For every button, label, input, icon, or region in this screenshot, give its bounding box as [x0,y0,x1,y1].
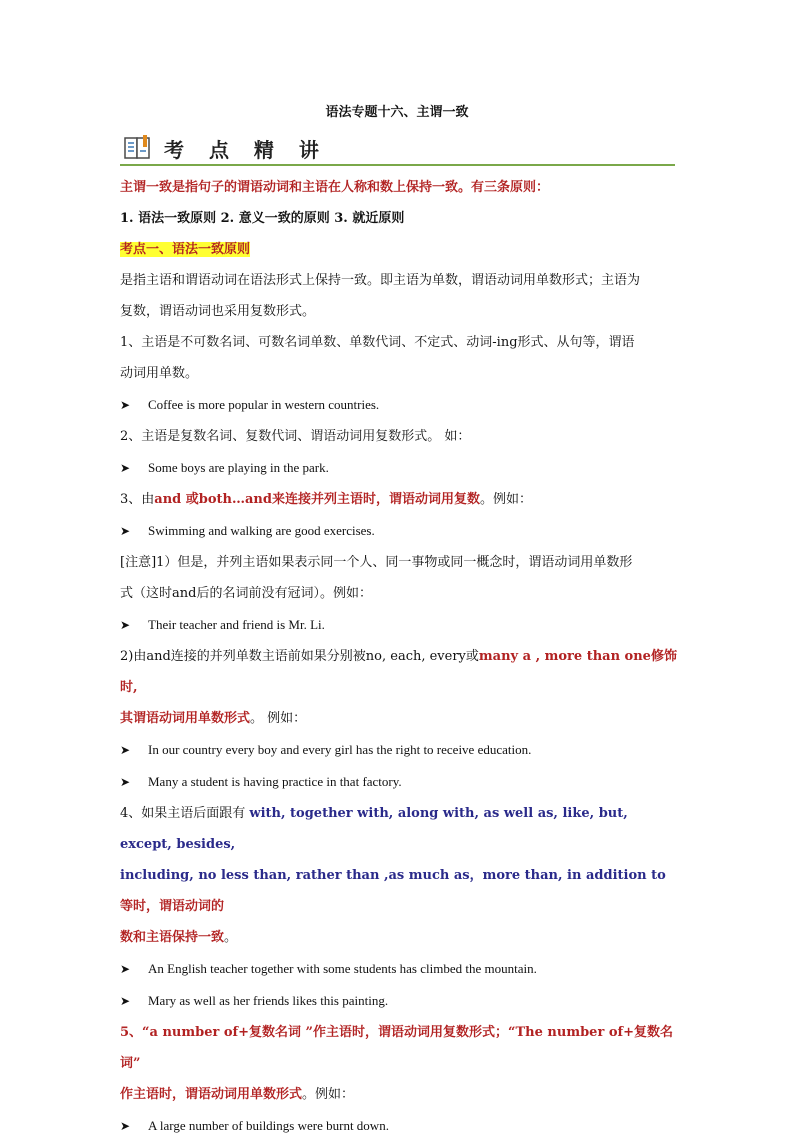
rule3-highlight: and 或both…and来连接并列主语时，谓语动词用复数 [154,492,480,507]
book-icon [124,135,152,161]
section-heading: 考 点 精 讲 [164,138,328,162]
example-text: Many a student is having practice in that factory. [148,774,402,789]
rule5-b-suffix: 。例如： [302,1087,355,1102]
rule4-b-highlight: 等时，谓语动词的 [120,899,225,914]
bullet-arrow-icon: ➤ [120,618,131,632]
content-body [120,172,678,1142]
rule1-a: 1、主语是不可数名词、可数名词单数、单数代词、不定式、动词-ing形式、从句等，谓语 [120,335,635,350]
rule4-a [120,798,678,860]
rule4-list-a: with, together with, along with, as well as, like, but, except, besides, [120,806,628,852]
intro-text: 主谓一致是指句子的谓语动词和主语在人称和数上保持一致。有三条原则： [120,180,550,195]
principles-line: 1. 语法一致原则 2. 意义一致的原则 3. 就近原则 [120,211,405,226]
example-text: Their teacher and friend is Mr. Li. [148,617,325,632]
note2-b-suffix: 。 例如： [250,711,307,726]
bullet-arrow-icon: ➤ [120,775,131,789]
rule4-list-b: including, no less than, rather than ,as much as，more than, in addition to [120,868,666,883]
example-3 [120,515,678,547]
bullet-arrow-icon: ➤ [120,962,131,976]
example-8 [120,985,678,1017]
note2-b [120,703,678,734]
rule3 [120,484,678,515]
bullet-arrow-icon: ➤ [120,461,131,475]
point1-heading: 考点一、语法一致原则 [120,242,251,257]
rule3-suffix: 。例如： [479,492,532,507]
note2-b-highlight: 其谓语动词用单数形式 [120,711,251,726]
example-text: An English teacher together with some students has climbed the mountain. [148,961,537,976]
page-title: 语法专题十六、主谓一致 [325,105,469,120]
bullet-arrow-icon: ➤ [120,743,131,757]
rule4-b [120,860,678,922]
point1-heading-line [120,234,678,265]
note2-a [120,641,678,703]
example-6 [120,766,678,798]
example-4 [120,609,678,641]
rule4-c [120,922,678,953]
point1-desc-b: 复数，谓语动词也采用复数形式。 [120,304,316,319]
example-text: In our country every boy and every girl has the right to receive education. [148,742,532,757]
rule4-c-suffix: 。 [224,930,238,945]
note1-b: 式（这时and后的名词前没有冠词）。例如： [120,586,372,601]
rule1-b: 动词用单数。 [120,366,199,381]
example-5 [120,734,678,766]
note1-a: [注意]1）但是，并列主语如果表示同一个人、同一事物或同一概念时，谓语动词用单数形 [120,555,633,570]
note2-highlight: many a , more than one修饰时, [120,649,677,695]
example-text: Some boys are playing in the park. [148,460,329,475]
bullet-arrow-icon: ➤ [120,524,131,538]
section-heading-bar [120,134,675,166]
example-text: Swimming and walking are good exercises. [148,523,375,538]
rule4-c-highlight: 数和主语保持一致 [120,930,225,945]
example-7 [120,953,678,985]
example-text: Mary as well as her friends likes this painting. [148,993,389,1008]
bullet-arrow-icon: ➤ [120,398,131,412]
bullet-arrow-icon: ➤ [120,1119,131,1133]
rule5-b-highlight: 作主语时，谓语动词用单数形式 [120,1087,303,1102]
rule2: 2、主语是复数名词、复数代词、谓语动词用复数形式。 如： [120,429,471,444]
example-9 [120,1110,678,1142]
note2-prefix: 2)由and连接的并列单数主语前如果分别被no, each, every或 [120,649,479,664]
rule5-b [120,1079,678,1110]
bullet-arrow-icon: ➤ [120,994,131,1008]
example-1 [120,389,678,421]
rule3-prefix: 3、由 [120,492,155,507]
point1-desc-a: 是指主语和谓语动词在语法形式上保持一致。即主语为单数，谓语动词用单数形式；主语为 [120,273,641,288]
example-2 [120,452,678,484]
example-text: A large number of buildings were burnt down. [148,1118,389,1133]
rule5-a: 5、“a number of+复数名词 ”作主语时，谓语动词用复数形式；“The number of+复数名词” [120,1025,673,1071]
rule4-prefix: 4、如果主语后面跟有 [120,806,250,821]
example-text: Coffee is more popular in western countries. [148,397,380,412]
